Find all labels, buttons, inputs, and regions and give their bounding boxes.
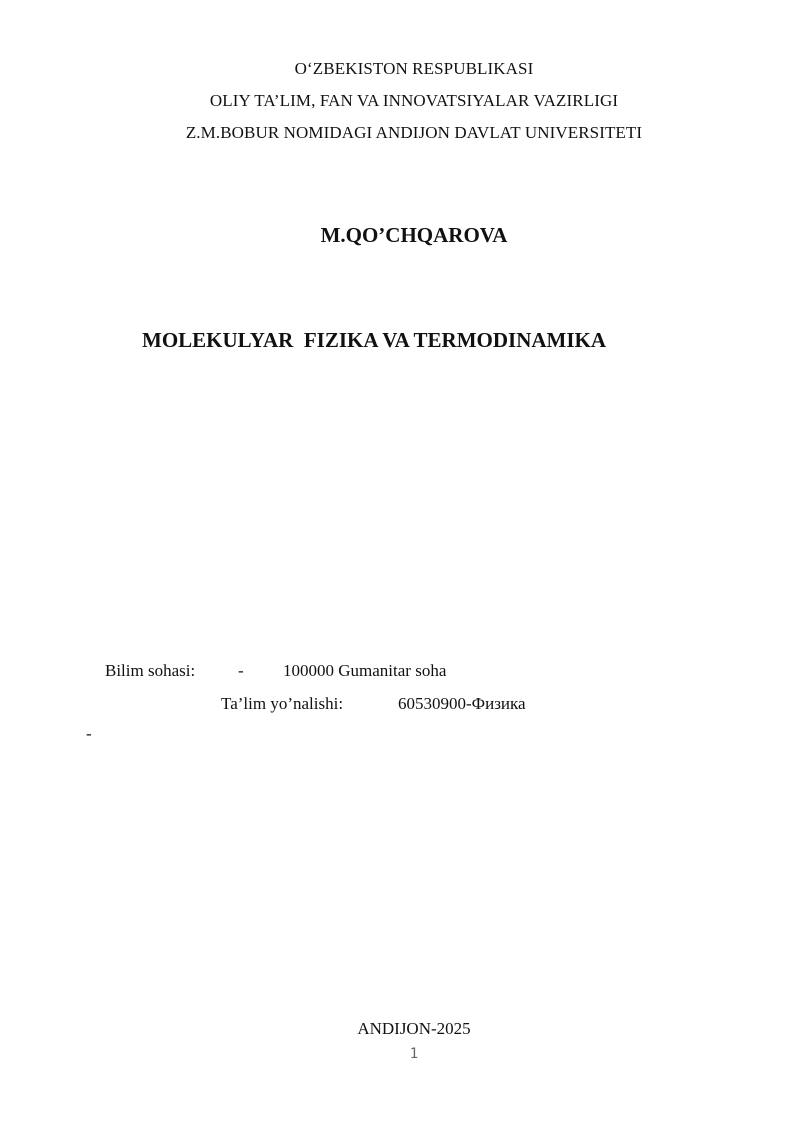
university-heading: Z.M.BOBUR NOMIDAGI ANDIJON DAVLAT UNIVERSITETI xyxy=(185,123,643,142)
stray-dash-mark: - xyxy=(86,724,92,743)
ministry-heading: OLIY TA’LIM, FAN VA INNOVATSIYALAR VAZIRLIGI xyxy=(209,91,619,110)
country-heading: O‘ZBEKISTON RESPUBLIKASI xyxy=(294,59,534,78)
author-name: M.QO’CHQAROVA xyxy=(320,223,508,247)
direction-label: Ta’lim yo’nalishi: xyxy=(221,694,344,713)
document-title: MOLEKULYAR FIZIKA VA TERMODINAMIKA xyxy=(142,328,607,352)
city-year: ANDIJON-2025 xyxy=(357,1019,471,1038)
knowledge-area-dash: - xyxy=(238,661,244,680)
knowledge-area-value: 100000 Gumanitar soha xyxy=(283,661,447,680)
direction-value: 60530900-Физика xyxy=(398,694,526,713)
page-number: 1 xyxy=(409,1046,419,1062)
knowledge-area-label: Bilim sohasi: xyxy=(105,661,196,680)
